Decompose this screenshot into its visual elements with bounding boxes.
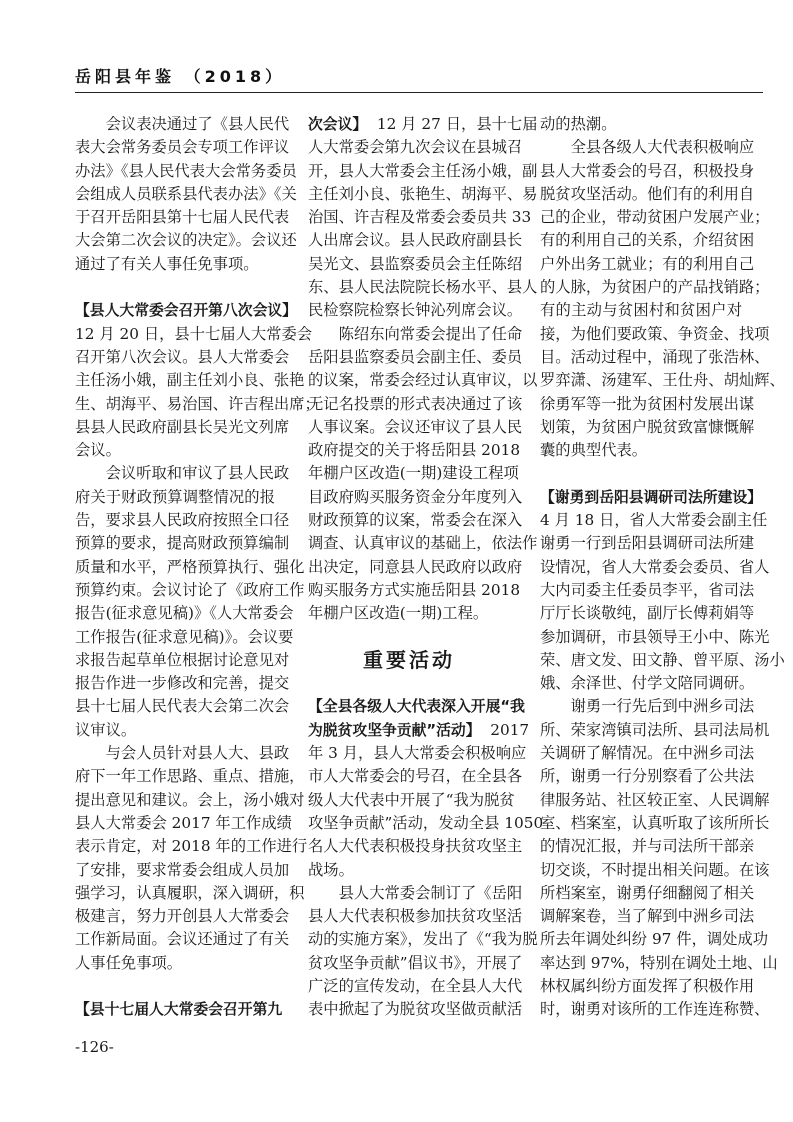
text-line: 报告作进一步修改和完善，提交 — [75, 674, 290, 693]
text-line: 户外出务工就业；有的利用自己 — [540, 254, 755, 273]
text-line: 工作新局面。会议还通过了有关 — [75, 930, 290, 949]
text-line: 年 3 月，县人大常委会积极响应 — [308, 744, 527, 763]
text-line: 调查、认真审议的基础上，依法作 — [308, 534, 538, 553]
paragraph — [308, 719, 544, 882]
text-line: 召开第八次会议。县人大常委会 — [75, 347, 290, 366]
text-line: 县人大常委会的号召，积极投身 — [540, 161, 755, 180]
column-1 — [75, 113, 320, 1022]
text-line: 战场。 — [308, 860, 354, 879]
paragraph — [75, 462, 305, 742]
text-line: 主任刘小良、张艳生、胡海平、易 — [308, 184, 538, 203]
text-line: 罗弈潇、汤建军、王仕舟、胡灿辉、 — [540, 371, 785, 390]
text-line: 目。活动过程中，涌现了张浩林、 — [540, 347, 770, 366]
text-line: 全县各级人大代表积极响应 — [570, 138, 755, 157]
paragraph — [75, 742, 308, 975]
text-line: 荣、唐文发、田文静、曾平原、汤小 — [540, 650, 785, 669]
paragraph — [308, 323, 538, 626]
spacer — [540, 462, 742, 485]
text-line: 的议案，常委会经过认真审议，以 — [308, 371, 538, 390]
text-line: 会议表决通过了《县人民代 — [105, 115, 290, 133]
text-line: 囊的典型代表。 — [540, 441, 648, 460]
text-line: 告，要求县人民政府按照全口径 — [75, 511, 290, 530]
text-line: 【县十七届人大常委会召开第九 — [75, 1001, 283, 1019]
text-line: 切交谈，不时提出相关问题。在该 — [540, 860, 770, 879]
text-line: 率达到 97%，特别在调处土地、山 — [540, 953, 778, 972]
text-line: 议审议。 — [75, 720, 137, 739]
text-line: 林权属纠纷方面发挥了积极作用 — [540, 976, 755, 995]
text-line: 于召开岳阳县第十七届人民代表 — [75, 208, 290, 227]
text-line: 县人大常委会制订了《岳阳 — [338, 883, 523, 902]
text-line: 关调研了解情况。在中洲乡司法 — [540, 744, 755, 763]
text-line: 所、荣家湾镇司法所、县司法局机 — [540, 720, 770, 739]
text-line: 民检察院检察长钟沁列席会议。 — [308, 301, 523, 320]
text-line: 人事任免事项。 — [75, 953, 183, 972]
column-3 — [540, 113, 785, 1022]
text-line: 室、档案室，认真听取了该所所长 — [540, 813, 770, 832]
text-line: 时，谢勇对该所的工作连连称赞、 — [540, 1000, 770, 1019]
text-line: 岳阳县监察委员会副主任、委员 — [308, 347, 523, 366]
text-line: 提出意见和建议。会上，汤小娥对 — [75, 790, 305, 809]
text-line: 无记名投票的形式表决通过了该 — [308, 394, 523, 413]
text-line: 市人大常委会的号召，在全县各 — [308, 767, 523, 786]
text-line: 财政预算的议案，常委会在深入 — [308, 511, 523, 530]
text-line: 强学习，认真履职，深入调研，积 — [75, 883, 305, 902]
text-line: 调解案卷，当了解到中洲乡司法 — [540, 907, 755, 926]
text-line: 设情况，省人大常委会委员、省人 — [540, 557, 770, 576]
text-line: 县人大常委会 2017 年工作成绩 — [75, 813, 292, 832]
text-line: 接，为他们要政策、争资金、找项 — [540, 324, 770, 343]
text-line: 年棚户区改造(一期)工程。 — [308, 604, 489, 623]
text-line: 人大常委会第九次会议在县城召 — [308, 138, 523, 157]
article-heading — [308, 695, 525, 718]
text-line: 县人大代表积极参加扶贫攻坚活 — [308, 907, 523, 926]
text-line: 人出席会议。县人民政府副县长 — [308, 231, 523, 250]
header-rule — [75, 92, 763, 93]
text-line: 了安排，要求常委会组成人员加 — [75, 860, 290, 879]
text-line: 厅厅长谈敬纯，副厅长傅莉娟等 — [540, 604, 755, 623]
paragraph — [540, 136, 785, 462]
text-line: 动的实施方案》，发出了《“我为脱 — [308, 930, 538, 949]
text-line: 极建言，努力开创县人大常委会 — [75, 907, 290, 926]
text-line: 吴光文、县监察委员会主任陈绍 — [308, 254, 523, 273]
paragraph — [308, 113, 538, 323]
text-line: 目政府购买服务资金分年度列入 — [308, 487, 523, 506]
text-line: 质量和水平，严格预算执行、强化 — [75, 557, 305, 576]
text-line: 与会人员针对县人大、县政 — [105, 744, 290, 763]
text-line: 表中掀起了为脱贫攻坚做贡献活 — [308, 1000, 523, 1019]
text-line: 陈绍东向常委会提出了任命 — [338, 324, 523, 343]
text-line: 的人脉，为贫困户的产品找销路； — [540, 278, 770, 297]
page-number: -126- — [75, 1038, 114, 1056]
text-line: 主任汤小娥，副主任刘小良、张艳 — [75, 371, 305, 390]
text-line: 政府提交的关于将岳阳县 2018 — [308, 441, 521, 460]
text-line: 表示肯定，对 2018 年的工作进行 — [75, 837, 308, 856]
text-line: 东、县人民法院院长杨水平、县人 — [308, 278, 538, 297]
text-line: 大内司委主任委员李平，省司法 — [540, 580, 755, 599]
text-line: 律服务站、社区较正室、人民调解 — [540, 790, 770, 809]
paragraph — [308, 882, 538, 1022]
paragraph — [540, 509, 785, 695]
text-line: 求报告起草单位根据讨论意见对 — [75, 650, 290, 669]
text-line: 己的企业，带动贫困户发展产业； — [540, 208, 770, 227]
text-line: 预算约束。会议讨论了《政府工作 — [75, 580, 305, 599]
text-line: 通过了有关人事任免事项。 — [75, 254, 259, 273]
text-line: 预算的要求，提高财政预算编制 — [75, 534, 290, 553]
text-line: 出决定，同意县人民政府以政府 — [308, 557, 523, 576]
text-line: 府关于财政预算调整情况的报 — [75, 487, 275, 506]
text-line: 会组成人员联系县代表办法》《关 — [75, 184, 297, 203]
running-head-title: 岳阳县年鉴 （2018） — [75, 67, 286, 86]
text-line: 参加调研，市县领导王小中、陈光 — [540, 627, 770, 646]
article-heading — [75, 299, 297, 322]
text-line: 谢勇一行先后到中洲乡司法 — [570, 697, 755, 716]
column-2 — [308, 113, 544, 1022]
text-line: 县十七届人民代表大会第二次会 — [75, 697, 290, 716]
text-line: 12 月 20 日，县十七届人大常委会 — [75, 324, 313, 343]
text-line: 的情况汇报，并与司法所干部亲 — [540, 837, 755, 856]
text-run: 2017 — [480, 720, 530, 739]
section-title: 重要活动 — [363, 648, 455, 673]
text-line: 会议。 — [75, 441, 121, 460]
text-line: 府下一年工作思路、重点、措施， — [75, 767, 305, 786]
text-line: 有的主动与贫困村和贫困户对 — [540, 301, 742, 320]
text-line: 动的热潮。 — [540, 115, 617, 133]
text-line: 4 月 18 日，省人大常委会副主任 — [540, 511, 768, 530]
article-heading-tail: 次会议】 — [308, 116, 368, 133]
text-line: 【全县各级人大代表深入开展“我 — [308, 698, 525, 716]
article-heading — [540, 486, 762, 509]
text-line: 娥、余泽世、付学文陪同调研。 — [540, 674, 755, 693]
paragraph — [540, 695, 778, 1021]
text-line: 治国、许吉程及常委会委员共 33 — [308, 208, 532, 227]
text-line: 级人大代表中开展了“我为脱贫 — [308, 790, 515, 809]
paragraph — [540, 113, 742, 136]
text-line — [308, 113, 538, 136]
text-line: 会议听取和审议了县人民政 — [105, 464, 290, 483]
paragraph — [75, 323, 320, 463]
text-line: 办法》《县人民代表大会常务委员 — [75, 161, 297, 180]
text-line: 徐勇军等一批为贫困村发展出谋 — [540, 394, 755, 413]
text-line: 【县人大常委会召开第八次会议】 — [75, 302, 297, 320]
text-line: 有的利用自己的关系，介绍贫困 — [540, 231, 755, 250]
text-run: 12 月 27 日，县十七届 — [367, 115, 538, 133]
text-line: 人事议案。会议还审议了县人民 — [308, 417, 523, 436]
text-line: 所，谢勇一行分别察看了公共法 — [540, 767, 755, 786]
text-line: 购买服务方式实施岳阳县 2018 — [308, 580, 521, 599]
spacer — [75, 975, 275, 998]
text-line: 贫攻坚争贡献”倡议书》，开展了 — [308, 953, 523, 972]
text-line: 【谢勇到岳阳县调研司法所建设】 — [540, 488, 762, 506]
text-line: 开，县人大常委会主任汤小娥，副 — [308, 161, 538, 180]
text-line: 名人大代表积极投身扶贫攻坚主 — [308, 837, 523, 856]
text-line: 所档案室，谢勇仔细翻阅了相关 — [540, 883, 755, 902]
text-line: 大会第二次会议的决定》。会议还 — [75, 231, 297, 250]
spacer — [75, 276, 275, 299]
paragraph — [75, 113, 297, 276]
text-line: 表大会常务委员会专项工作评议 — [75, 138, 290, 157]
text-line: 广泛的宣传发动，在全县人大代 — [308, 977, 523, 995]
text-line: 生、胡海平、易治国、许吉程出席； — [75, 394, 320, 413]
text-line: 报告(征求意见稿)》《人大常委会 — [75, 604, 294, 623]
article-heading-tail: 为脱贫攻坚争贡献”活动】 — [308, 721, 481, 739]
text-line: 县县人民政府副县长吴光文列席 — [75, 417, 290, 436]
text-line: 谢勇一行到岳阳县调研司法所建 — [540, 534, 755, 553]
text-line: 攻坚争贡献”活动，发动全县 1050 — [308, 813, 544, 832]
text-line: 工作报告(征求意见稿)》。会议要 — [75, 627, 294, 646]
text-line — [308, 719, 530, 742]
article-heading — [75, 998, 283, 1021]
text-line: 划策，为贫困户脱贫致富慷慨解 — [540, 417, 755, 436]
text-line: 年棚户区改造(一期)建设工程项 — [308, 464, 519, 483]
text-line: 脱贫攻坚活动。他们有的利用自 — [540, 184, 755, 203]
text-line: 所去年调处纠纷 97 件，调处成功 — [540, 930, 769, 949]
